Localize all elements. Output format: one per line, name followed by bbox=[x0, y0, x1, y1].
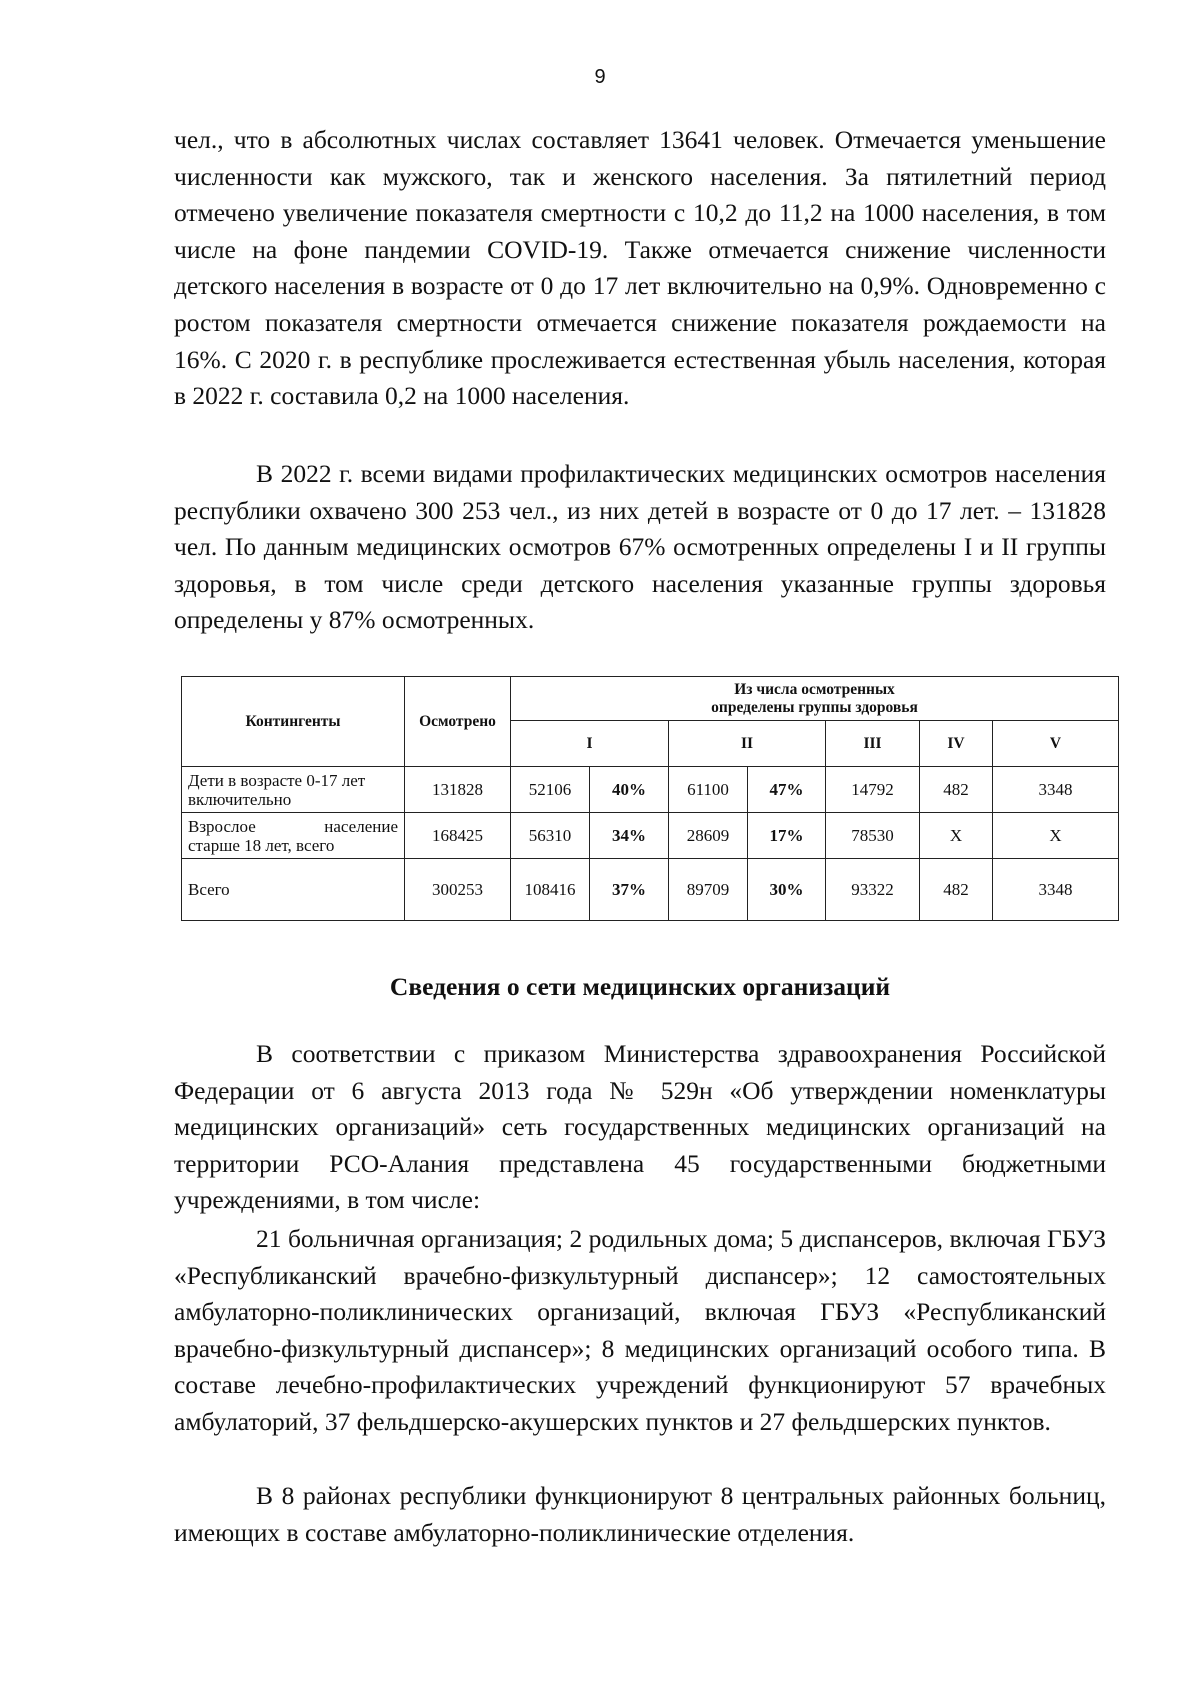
row-label-adults-line1: Взрослое население bbox=[188, 816, 398, 836]
health-groups-table bbox=[181, 676, 1119, 921]
section-heading: Сведения о сети медицинских организаций bbox=[389, 972, 891, 1001]
header-health-groups bbox=[511, 677, 1119, 721]
header-contingents: Контингенты bbox=[182, 677, 405, 767]
cell-group-ii-percent: 30% bbox=[748, 859, 826, 921]
cell-group-iv: 482 bbox=[920, 859, 993, 921]
cell-group-ii: 28609 bbox=[669, 813, 748, 859]
paragraph-network-order: В соответствии с приказом Министерства здравоохранения Российской Федерации от 6 августа 2013 года № 529н «Об утверждении номенклатуры медицинских организаций» сеть государственных медицинских организаций на территории РСО-Алания представлена 45 государственными бюджетными учреждениями, в том числе: bbox=[174, 1039, 1106, 1215]
page-number: 9 bbox=[594, 66, 606, 88]
header-examined: Осмотрено bbox=[405, 677, 511, 767]
cell-group-i-percent: 34% bbox=[590, 813, 669, 859]
header-group-v: V bbox=[993, 721, 1119, 767]
paragraph-district-hospitals: В 8 районах республики функционируют 8 центральных районных больниц, имеющих в составе амбулаторно-поликлинические отделения. bbox=[174, 1481, 1106, 1547]
cell-group-ii: 89709 bbox=[669, 859, 748, 921]
cell-group-i: 108416 bbox=[511, 859, 590, 921]
cell-group-v: 3348 bbox=[993, 859, 1119, 921]
paragraph-medical-examinations: В 2022 г. всеми видами профилактических медицинских осмотров населения республики охвачено 300 253 чел., из них детей в возрасте от 0 до 17 лет. – 131828 чел. По данным медицинских осмотров 67% осмотренных определены I и II группы здоровья, в том числе среди детского населения указанные группы здоровья определены у 87% осмотренных. bbox=[174, 459, 1106, 635]
cell-group-iv: Х bbox=[920, 813, 993, 859]
row-label-adults bbox=[182, 813, 405, 859]
table-header-row bbox=[182, 677, 1119, 721]
cell-group-ii-percent: 47% bbox=[748, 767, 826, 813]
cell-group-ii: 61100 bbox=[669, 767, 748, 813]
cell-examined: 131828 bbox=[405, 767, 511, 813]
table-row-children bbox=[182, 767, 1119, 813]
cell-examined: 300253 bbox=[405, 859, 511, 921]
cell-group-ii-percent: 17% bbox=[748, 813, 826, 859]
cell-group-i-percent: 37% bbox=[590, 859, 669, 921]
table-row-total bbox=[182, 859, 1119, 921]
cell-group-i: 52106 bbox=[511, 767, 590, 813]
header-group-iv: IV bbox=[920, 721, 993, 767]
header-health-groups-line1: Из числа осмотренных bbox=[734, 681, 895, 698]
row-label-adults-line2: старше 18 лет, всего bbox=[188, 835, 335, 855]
header-group-ii: II bbox=[669, 721, 826, 767]
cell-group-i: 56310 bbox=[511, 813, 590, 859]
cell-group-iii: 14792 bbox=[826, 767, 920, 813]
cell-group-iii: 78530 bbox=[826, 813, 920, 859]
paragraph-demographics: чел., что в абсолютных числах составляет 13641 человек. Отмечается уменьшение численности как мужского, так и женского населения. За пятилетний период отмечено увеличение показателя смертности с 10,2 до 11,2 на 1000 населения, в том числе на фоне пандемии COVID-19. Также отмечается снижение численности детского населения в возрасте от 0 до 17 лет включительно на 0,9%. Одновременно с ростом показателя смертности отмечается снижение показателя рождаемости на 16%. С 2020 г. в республике прослеживается естественная убыль населения, которая в 2022 г. составила 0,2 на 1000 населения. bbox=[174, 125, 1106, 411]
row-label-total: Всего bbox=[182, 859, 405, 921]
table-row-adults bbox=[182, 813, 1119, 859]
cell-group-v: 3348 bbox=[993, 767, 1119, 813]
header-health-groups-line2: определены группы здоровья bbox=[711, 699, 918, 716]
cell-group-iv: 482 bbox=[920, 767, 993, 813]
paragraph-organization-list: 21 больничная организация; 2 родильных дома; 5 диспансеров, включая ГБУЗ «Республиканский врачебно-физкультурный диспансер»; 12 самостоятельных амбулаторно-поликлинических организаций, включая ГБУЗ «Республиканский врачебно-физкультурный диспансер»; 8 медицинских организаций особого типа. В составе лечебно-профилактических учреждений функционируют 57 врачебных амбулаторий, 37 фельдшерско-акушерских пунктов и 27 фельдшерских пунктов. bbox=[174, 1224, 1106, 1436]
cell-group-i-percent: 40% bbox=[590, 767, 669, 813]
row-label-children: Дети в возрасте 0-17 лет включительно bbox=[182, 767, 405, 813]
cell-group-iii: 93322 bbox=[826, 859, 920, 921]
header-group-iii: III bbox=[826, 721, 920, 767]
health-groups-table-container bbox=[181, 676, 1118, 921]
header-group-i: I bbox=[511, 721, 669, 767]
cell-group-v: Х bbox=[993, 813, 1119, 859]
cell-examined: 168425 bbox=[405, 813, 511, 859]
